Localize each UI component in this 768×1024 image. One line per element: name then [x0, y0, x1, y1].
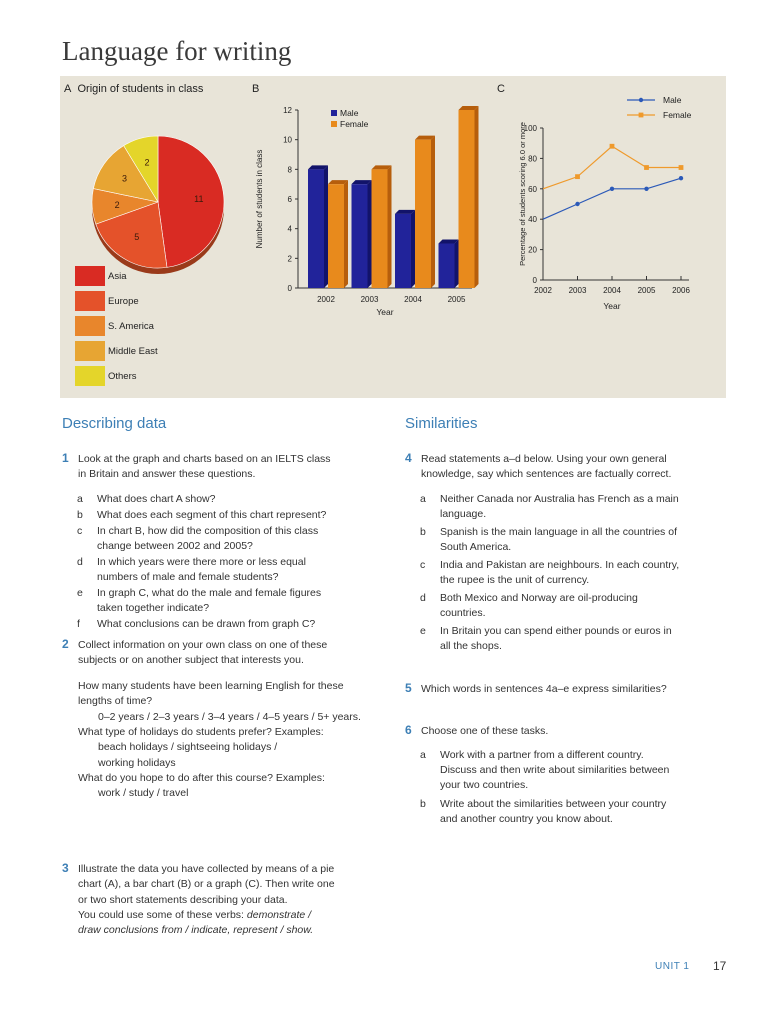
- chart-a-letter: A: [64, 83, 72, 95]
- legend-item-others: [75, 366, 275, 386]
- bar-side-male-2004: [411, 210, 415, 288]
- y-tick-label: 80: [528, 154, 537, 164]
- y-axis-label: Number of students in class: [255, 149, 264, 249]
- bar-side-female-2002: [344, 180, 348, 288]
- item-label: d: [77, 556, 83, 568]
- item-label: c: [420, 559, 426, 571]
- y-tick-label: 6: [287, 195, 292, 204]
- question-3-line: chart (A), a bar chart (B) or a graph (C). Then write one: [78, 878, 335, 891]
- question-2-line: beach holidays / sightseeing holidays /: [98, 741, 278, 754]
- item-text: India and Pakistan are neighbours. In each country, the rupee is the unit of currency.: [440, 559, 680, 586]
- question-1-text: Look at the graph and charts based on an IELTS class in Britain and answer these questions.: [78, 453, 331, 480]
- y-tick-label: 0: [532, 276, 537, 285]
- item-label: f: [77, 618, 80, 630]
- bar-side-female-2003: [388, 165, 392, 288]
- page-title: Language for writing: [62, 36, 292, 66]
- item-text: In Britain you can spend either pounds or euros in all the shops.: [440, 625, 672, 652]
- question-number: 2: [62, 637, 69, 651]
- legend-marker: [639, 113, 644, 118]
- bar-side-female-2004: [431, 136, 435, 288]
- y-tick-label: 4: [287, 224, 292, 234]
- bar-male-2005: [439, 244, 455, 289]
- bar-female-2004: [415, 140, 431, 288]
- item-label: d: [420, 592, 426, 604]
- legend-label: Asia: [108, 271, 127, 282]
- page-number: 17: [713, 959, 727, 973]
- legend-swatch-male: [331, 110, 337, 116]
- pie-value-label: 3: [122, 173, 128, 184]
- legend-label-female: Female: [663, 110, 692, 120]
- point-female: [679, 165, 684, 170]
- point-female: [575, 174, 580, 179]
- bar-side-female-2005: [475, 106, 479, 288]
- chart-c-letter: C: [497, 83, 505, 95]
- item-label: b: [77, 509, 83, 521]
- legend-swatch: [75, 316, 105, 336]
- legend-swatch: [75, 366, 105, 386]
- point-male: [679, 176, 683, 180]
- x-tick-label: 2005: [637, 286, 656, 295]
- legend-swatch: [75, 266, 105, 286]
- pie-value-label: 11: [194, 194, 204, 205]
- question-2-line: work / study / travel: [98, 787, 189, 800]
- section-similarities: Similarities: [405, 415, 478, 432]
- legend-label: Others: [108, 371, 137, 382]
- question-2-line: How many students have been learning English for these: [78, 680, 344, 692]
- x-tick-label: 2006: [672, 286, 690, 295]
- x-tick-label: 2004: [404, 295, 422, 304]
- question-2-line: What do you hope to do after this course? Examples:: [78, 771, 325, 784]
- item-label: c: [77, 525, 83, 537]
- item-text: In graph C, what do the male and female figures taken together indicate?: [97, 587, 322, 614]
- item-label: b: [420, 798, 426, 810]
- bar-female-2002: [328, 184, 344, 288]
- footer-unit: UNIT 1: [655, 961, 690, 972]
- item-label: b: [420, 526, 426, 538]
- x-tick-label: 2002: [317, 295, 335, 304]
- x-axis-label: Year: [603, 301, 621, 311]
- y-tick-label: 40: [528, 215, 537, 225]
- line-male: [543, 178, 681, 219]
- question-number: 4: [405, 451, 412, 465]
- item-text: In chart B, how did the composition of this class change between 2002 and 2005?: [97, 525, 319, 552]
- legend-swatch-female: [331, 121, 337, 127]
- bar-side-male-2002: [324, 165, 328, 288]
- bar-male-2004: [395, 214, 411, 288]
- x-tick-label: 2003: [360, 295, 379, 304]
- question-2-line: 0–2 years / 2–3 years / 3–4 years / 4–5 years / 5+ years.: [98, 710, 361, 723]
- y-tick-label: 20: [528, 245, 537, 255]
- question-number: 3: [62, 861, 69, 875]
- item-text: Work with a partner from a different country. Discuss and then write about similarities between your two countries.: [440, 749, 670, 791]
- pie-value-label: 2: [114, 199, 120, 210]
- item-text: Neither Canada nor Australia has French as a main language.: [440, 493, 679, 520]
- bar-female-2003: [372, 169, 388, 288]
- legend-marker: [639, 98, 643, 102]
- right-column: [405, 450, 735, 850]
- question-2-text: Collect information on your own class on one of these subjects or on another subject that interests you.: [78, 639, 328, 666]
- bar-side-male-2003: [368, 180, 372, 288]
- question-number: 6: [405, 723, 412, 737]
- point-female: [610, 144, 615, 149]
- left-column: [62, 450, 402, 960]
- question-4-text: Read statements a–d below. Using your own general knowledge, say which sentences are factually correct.: [421, 453, 672, 480]
- y-tick-label: 0: [287, 284, 292, 293]
- y-tick-label: 60: [528, 184, 537, 194]
- question-2-line: What type of holidays do students prefer? Examples:: [78, 725, 324, 738]
- pie-value-label: 2: [144, 157, 150, 168]
- x-tick-label: 2004: [603, 286, 621, 295]
- item-label: a: [420, 493, 426, 505]
- question-3-line: or two short statements describing your data.: [78, 893, 288, 906]
- bar-chart: [240, 92, 485, 332]
- item-text: What conclusions can be drawn from graph C?: [97, 618, 316, 630]
- y-tick-label: 10: [283, 135, 292, 145]
- legend-label-female: Female: [340, 119, 369, 129]
- chart-b-letter: B: [252, 83, 260, 95]
- legend-label-male: Male: [340, 108, 359, 118]
- item-label: a: [420, 749, 426, 761]
- point-male: [575, 202, 579, 206]
- y-axis-label: Percentage of students scoring 6.0 or more: [518, 122, 527, 266]
- question-2-line: working holidays: [98, 756, 176, 769]
- line-chart: [515, 84, 720, 324]
- x-tick-label: 2002: [534, 286, 552, 295]
- x-tick-label: 2003: [568, 286, 587, 295]
- item-text: Both Mexico and Norway are oil-producing countries.: [440, 592, 638, 619]
- item-text: Write about the similarities between your country and another country you know about.: [440, 798, 667, 825]
- legend-label: S. America: [108, 321, 154, 332]
- question-3-line: Illustrate the data you have collected by means of a pie: [78, 863, 335, 875]
- bar-male-2002: [308, 169, 324, 288]
- question-6-text: Choose one of these tasks.: [421, 725, 549, 737]
- question-3-line: draw conclusions from / indicate, represent / show.: [78, 924, 314, 937]
- y-tick-label: 2: [287, 254, 292, 264]
- section-describing-data: Describing data: [62, 415, 167, 432]
- item-text: What does each segment of this chart represent?: [97, 509, 327, 521]
- y-tick-label: 8: [287, 165, 292, 175]
- legend-label: Europe: [108, 296, 139, 307]
- item-text: Spanish is the main language in all the countries of South America.: [440, 526, 677, 553]
- bar-side-male-2005: [455, 240, 459, 289]
- point-female: [644, 165, 649, 170]
- item-label: e: [77, 587, 83, 599]
- question-5-text: Which words in sentences 4a–e express similarities?: [421, 683, 667, 695]
- question-3-line: You could use some of these verbs: demonstrate /: [78, 908, 312, 921]
- legend-item-middle-east: [75, 341, 275, 361]
- y-tick-label: 100: [523, 124, 537, 133]
- x-axis-label: Year: [376, 307, 394, 317]
- point-male: [610, 187, 614, 191]
- y-tick-label: 12: [283, 106, 292, 115]
- pie-chart: [60, 76, 260, 286]
- question-2-line: lengths of time?: [78, 695, 153, 708]
- x-tick-label: 2005: [447, 295, 466, 304]
- legend-swatch: [75, 341, 105, 361]
- question-number: 5: [405, 681, 412, 695]
- legend-label-male: Male: [663, 95, 682, 105]
- bar-female-2005: [459, 110, 475, 288]
- point-male: [644, 187, 648, 191]
- item-label: e: [420, 625, 426, 637]
- legend-swatch: [75, 291, 105, 311]
- pie-slice-asia: [158, 136, 224, 267]
- question-number: 1: [62, 451, 69, 465]
- pie-value-label: 5: [134, 231, 140, 242]
- bar-male-2003: [352, 184, 368, 288]
- legend-label: Middle East: [108, 346, 158, 357]
- chart-a-title: Origin of students in class: [77, 83, 204, 95]
- line-female: [543, 146, 681, 189]
- item-text: What does chart A show?: [97, 493, 216, 505]
- item-text: In which years were there more or less equal numbers of male and female students?: [97, 556, 306, 583]
- item-label: a: [77, 493, 83, 505]
